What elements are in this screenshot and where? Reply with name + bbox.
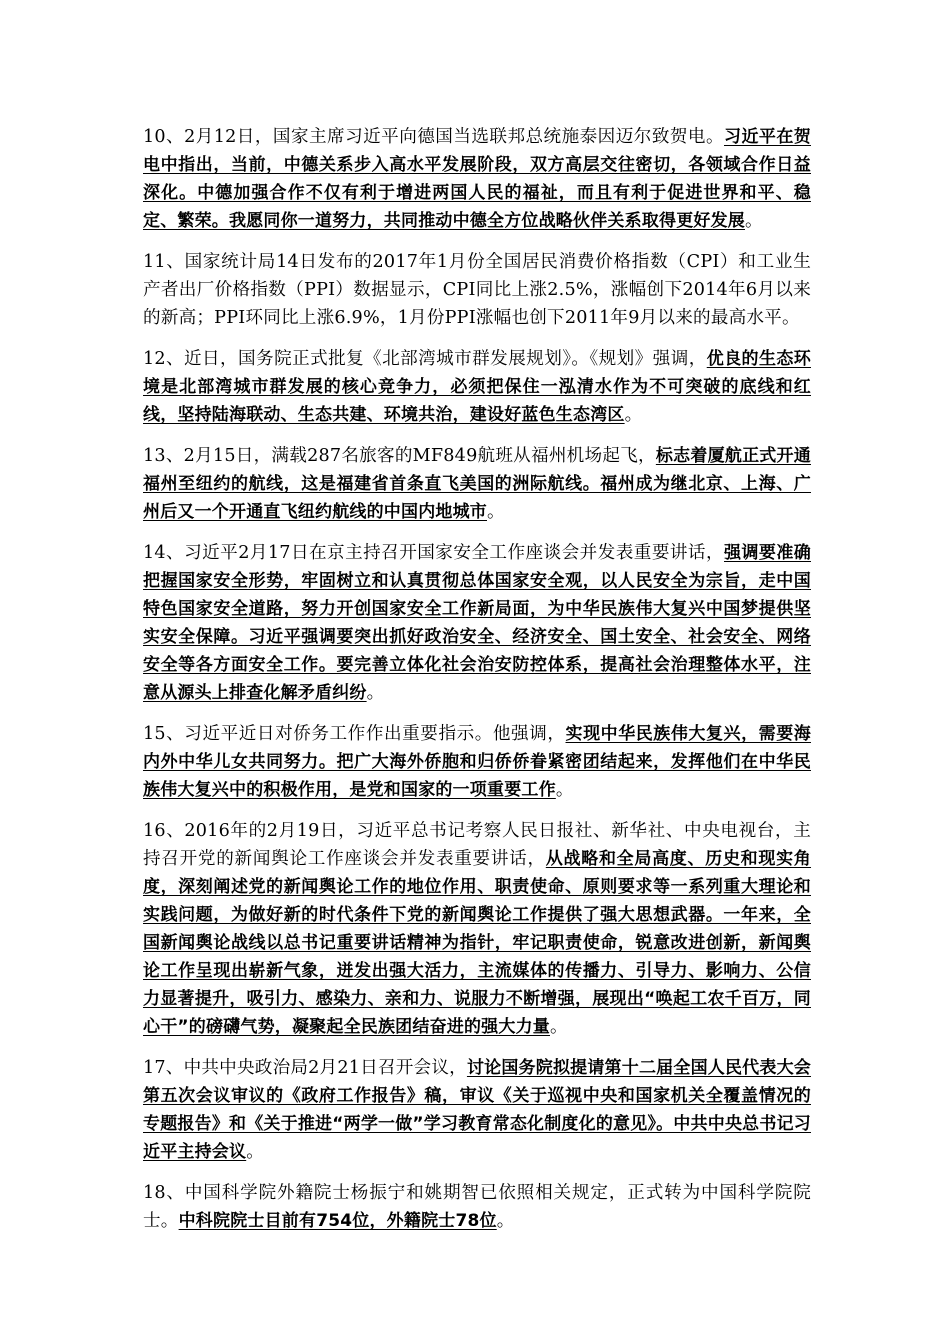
news-item-16 <box>143 817 811 1041</box>
item-highlight: 从战略和全局高度、历史和现实角度，深刻阐述党的新闻舆论工作的地位作用、职责使命、原则要求等一系列重大理论和实践问题，为做好新的时代条件下党的新闻舆论工作提供了强大思想武器。一年来，全国新闻舆论战线以总书记重要讲话精神为指针，牢记职责使命，锐意改进创新，新闻舆论工作呈现出崭新气象，迸发出强大活力，主流媒体的传播力、引导力、影响力、公信力显著提升，吸引力、感染力、亲和力、说服力不断增强，展现出“唤起工农千百万，同心干”的磅礴气势，凝聚起全民族团结奋进的强大力量 <box>143 849 812 1037</box>
item-tail: 。 <box>624 405 643 425</box>
news-item-18 <box>143 1179 811 1235</box>
item-tail: 。 <box>745 211 763 231</box>
news-item-14 <box>143 539 811 707</box>
news-item-10 <box>143 123 811 235</box>
item-highlight: 强调要准确把握国家安全形势，牢固树立和认真贯彻总体国家安全观，以人民安全为宗旨，走中国特色国家安全道路，努力开创国家安全工作新局面，为中华民族伟大复兴中国梦提供坚实安全保障。习近平强调要突出抓好政治安全、经济安全、国土安全、社会安全、网络安全等各方面安全工作。要完善立体化社会治安防控体系，提高社会治理整体水平，注意从源头上排查化解矛盾纠纷 <box>143 543 811 703</box>
item-highlight: 优良的生态环境是北部湾城市群发展的核心竞争力，必须把保住一泓清水作为不可突破的底线和红线，坚持陆海联动、生态共建、环境共治，建设好蓝色生态湾区 <box>143 349 811 425</box>
item-text: 16、2016年的2月19日，习近平总书记考察人民日报社、新华社、中央电视台，主持召开党的新闻舆论工作座谈会并发表重要讲话， <box>143 821 811 869</box>
item-highlight: 习近平在贺电中指出，当前，中德关系步入高水平发展阶段，双方高层交往密切，各领域合作日益深化。中德加强合作不仅有利于增进两国人民的福祉，而且有利于促进世界和平、稳定、繁荣。我愿同你一道努力，共同推动中德全方位战略伙伴关系取得更好发展 <box>143 127 811 231</box>
item-tail: 。 <box>246 1142 264 1162</box>
item-tail: 。 <box>487 502 505 522</box>
item-text: 17、中共中央政治局2月21日召开会议， <box>143 1058 467 1078</box>
item-tail: 。 <box>555 780 574 800</box>
item-text: 13、2月15日，满载287名旅客的MF849航班从福州机场起飞， <box>143 446 656 466</box>
news-item-13 <box>143 442 811 526</box>
item-highlight: 讨论国务院拟提请第十二届全国人民代表大会第五次会议审议的《政府工作报告》稿，审议《关于巡视中央和国家机关全覆盖情况的专题报告》和《关于推进“两学一做”学习教育常态化制度化的意见》。中共中央总书记习近平主持会议 <box>143 1058 811 1162</box>
item-text: 10、2月12日，国家主席习近平向德国当选联邦总统施泰因迈尔致贺电。 <box>143 127 724 147</box>
item-highlight: 标志着厦航正式开通福州至纽约的航线，这是福建省首条直飞美国的洲际航线。福州成为继北京、上海、广州后又一个开通直飞纽约航线的中国内地城市 <box>143 446 811 522</box>
news-item-17 <box>143 1054 811 1166</box>
item-tail: 。 <box>549 1017 568 1037</box>
item-highlight: 中科院院士目前有754位，外籍院士78位 <box>178 1211 497 1231</box>
item-tail: 。 <box>496 1211 515 1231</box>
document-body <box>143 123 811 1248</box>
news-item-11 <box>143 248 811 332</box>
item-text: 11、国家统计局14日发布的2017年1月份全国居民消费价格指数（CPI）和工业生产者出厂价格指数（PPI）数据显示，CPI同比上涨2.5%，涨幅创下2014年6月以来的新高；PPI环同比上涨6.9%，1月份PPI涨幅也创下2011年9月以来的最高水平。 <box>143 252 811 328</box>
news-item-12 <box>143 345 811 429</box>
item-highlight: 实现中华民族伟大复兴，需要海内外中华儿女共同努力。把广大海外侨胞和归侨侨眷紧密团结起来，发挥他们在中华民族伟大复兴中的积极作用，是党和国家的一项重要工作 <box>143 724 811 800</box>
item-tail: 。 <box>366 683 385 703</box>
item-text: 18、中国科学院外籍院士杨振宁和姚期智已依照相关规定，正式转为中国科学院院士。 <box>143 1183 811 1231</box>
item-text: 15、习近平近日对侨务工作作出重要指示。他强调， <box>143 724 566 744</box>
item-text: 14、习近平2月17日在京主持召开国家安全工作座谈会并发表重要讲话， <box>143 543 724 563</box>
news-item-15 <box>143 720 811 804</box>
item-text: 12、近日，国务院正式批复《北部湾城市群发展规划》。《规划》强调， <box>143 349 707 369</box>
